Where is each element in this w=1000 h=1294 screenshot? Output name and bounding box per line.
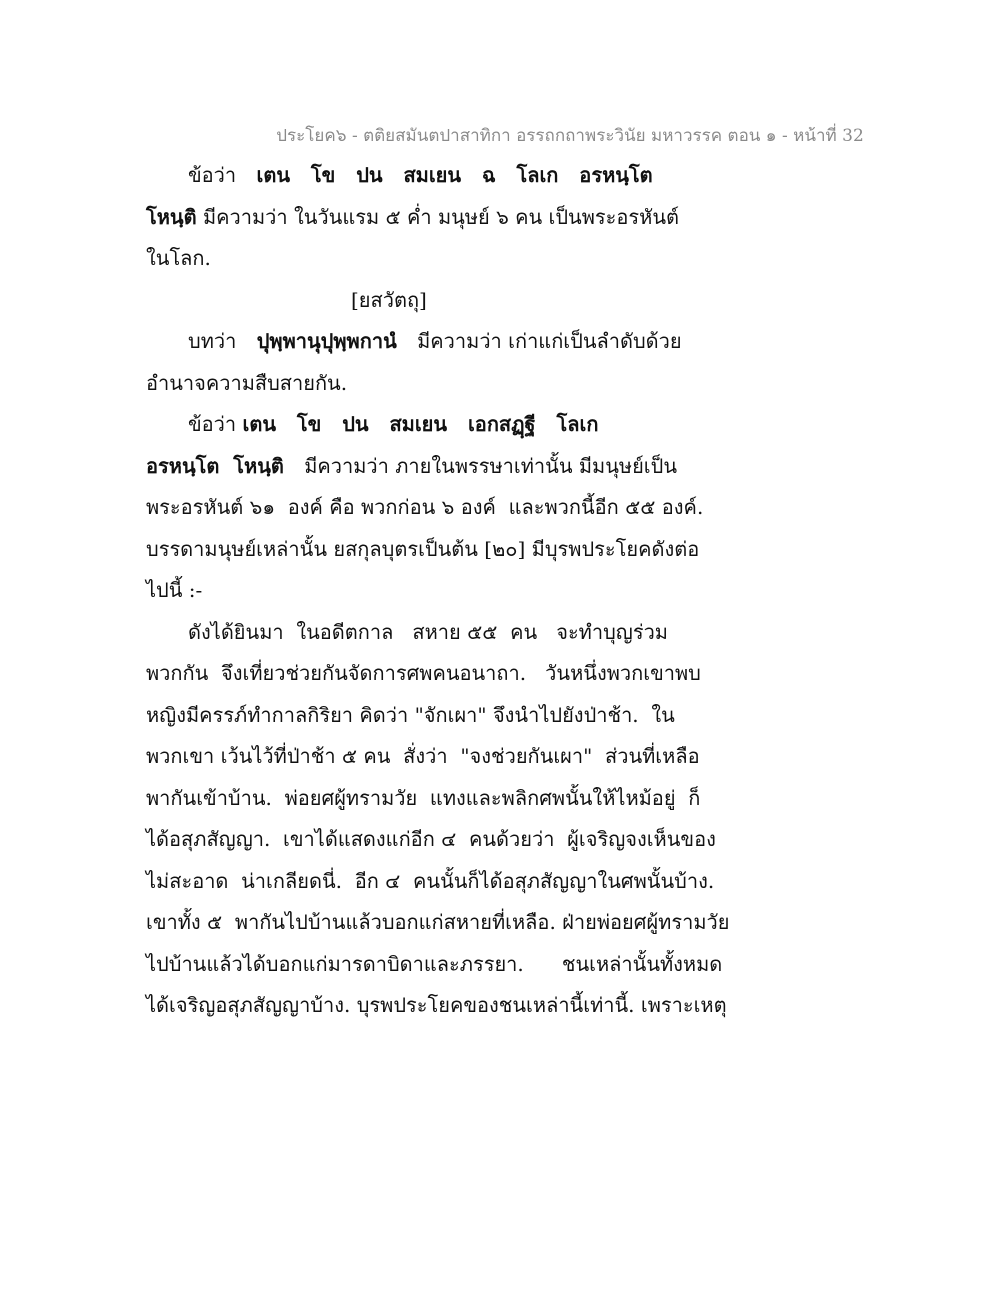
p3-line-3: พระอรหันต์ ๖๑ องค์ คือ พวกก่อน ๖ องค์ และพวกนี้อีก ๕๕ องค์. — [146, 495, 704, 519]
p2-prefix: บทว่า — [188, 329, 237, 353]
p4-line-1: ดังได้ยินมา ในอดีตกาล สหาย ๕๕ คน จะทำบุญร่วม — [188, 619, 668, 644]
p3-line-1 — [146, 404, 866, 446]
p1-line-1 — [146, 155, 866, 197]
p2-line-2: อำนาจความสืบสายกัน. — [146, 370, 348, 395]
p1-line-2 — [146, 197, 866, 239]
p4-line-4: พวกเขา เว้นไว้ที่ป่าช้า ๕ คน สั่งว่า "จงช่วยกันเผา" ส่วนที่เหลือ — [146, 744, 700, 768]
p4-line-5: พากันเข้าบ้าน. พ่อยศผู้ทรามวัย แทงและพลิกศพนั้นให้ไหม้อยู่ ก็ — [146, 785, 701, 810]
p1-rest-2: มีความว่า ในวันแรม ๕ ค่ำ มนุษย์ ๖ คน เป็นพระอรหันต์ — [202, 204, 679, 229]
p1-prefix: ข้อว่า — [188, 163, 237, 187]
p2-rest: มีความว่า เก่าแก่เป็นลำดับด้วย — [417, 329, 682, 353]
p4-line-3: หญิงมีครรภ์ทำกาลกิริยา คิดว่า "จักเผา" จึงนำไปยังป่าช้า. ใน — [146, 702, 675, 727]
p3-prefix: ข้อว่า — [188, 412, 237, 436]
p3-line-2 — [146, 446, 866, 488]
page-header: ประโยค๖ - ตติยสมันตปาสาทิกา อรรถกถาพระวินัย มหาวรรค ตอน ๑ - หน้าที่ 32 — [276, 126, 864, 146]
p2-bold: ปุพฺพานุปุพฺพกานํ — [256, 329, 397, 353]
p1-bold-1: เตน โข ปน สมเยน ฉ โลเก อรหนฺโต — [256, 163, 653, 187]
p1-bold-2: โหนฺติ — [146, 204, 197, 229]
section-title: [ยสวัตถุ] — [351, 287, 427, 312]
p3-line-5: ไปนี้ :- — [146, 578, 203, 602]
p3-rest-2: มีความว่า ภายในพรรษาเท่านั้น มีมนุษย์เป็น — [304, 453, 677, 478]
p4-line-8: เขาทั้ง ๕ พากันไปบ้านแล้วบอกแก่สหายที่เหลือ. ฝ่ายพ่อยศผู้ทรามวัย — [146, 910, 730, 934]
p1-line-3: ในโลก. — [146, 246, 211, 270]
p3-line-4: บรรดามนุษย์เหล่านั้น ยสกุลบุตรเป็นต้น [๒๐] มีบุรพประโยคดังต่อ — [146, 536, 700, 561]
p4-line-2: พวกกัน จึงเที่ยวช่วยกันจัดการศพคนอนาถา. วันหนึ่งพวกเขาพบ — [146, 661, 701, 685]
p3-bold-1: เตน โข ปน สมเยน เอกสฏฺฐี โลเก — [242, 412, 599, 436]
p4-line-6: ได้อสุภสัญญา. เขาได้แสดงแก่อีก ๔ คนด้วยว่า ผู้เจริญจงเห็นของ — [146, 827, 716, 851]
p2-line-1 — [146, 321, 866, 363]
p4-line-9: ไปบ้านแล้วได้บอกแก่มารดาบิดาและภรรยา. ชนเหล่านั้นทั้งหมด — [146, 951, 723, 976]
page-content — [146, 155, 866, 1027]
p4-line-7: ไม่สะอาด น่าเกลียดนี่. อีก ๔ คนนั้นก็ได้อสุภสัญญาในศพนั้นบ้าง. — [146, 868, 715, 893]
p4-line-10: ได้เจริญอสุภสัญญาบ้าง. บุรพประโยคของชนเหล่านี้เท่านี้. เพราะเหตุ — [146, 993, 727, 1017]
p3-bold-2: อรหนฺโต โหนฺติ — [146, 453, 284, 478]
